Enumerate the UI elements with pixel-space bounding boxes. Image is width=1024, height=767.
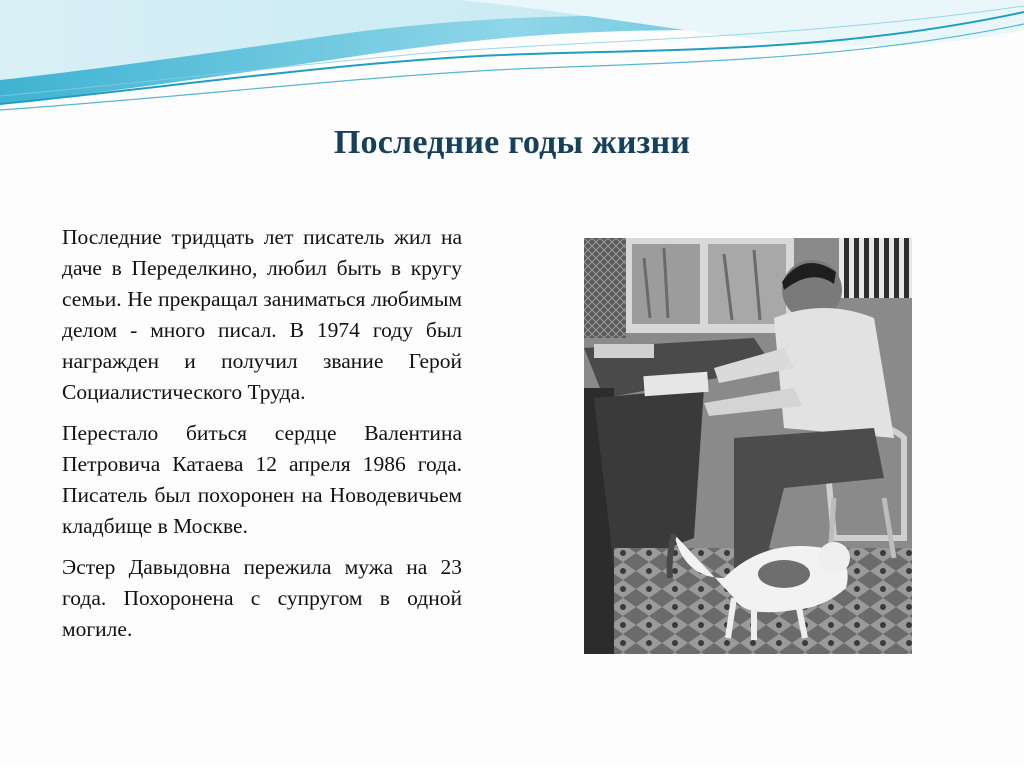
paragraph: Последние тридцать лет писатель жил на даче в Переделкино, любил быть в кругу семьи. Не прекращал заниматься любимым делом - много писал. В 1974 году был награжден и получил звание Герой Социалистического Труда. [62, 225, 462, 404]
writer-photo-image [584, 238, 912, 654]
paragraph: Перестало биться сердце Валентина Петровича Катаева 12 апреля 1986 года. Писатель был похоронен на Новодевичьем кладбище в Москве. [62, 421, 462, 538]
slide-title: Последние годы жизни [333, 124, 691, 161]
paragraph: Эстер Давыдовна пережила мужа на 23 года. Похоронена с супругом в одной могиле. [62, 555, 462, 641]
slide-body-text [62, 222, 462, 655]
header-wave-decoration [0, 0, 1024, 120]
